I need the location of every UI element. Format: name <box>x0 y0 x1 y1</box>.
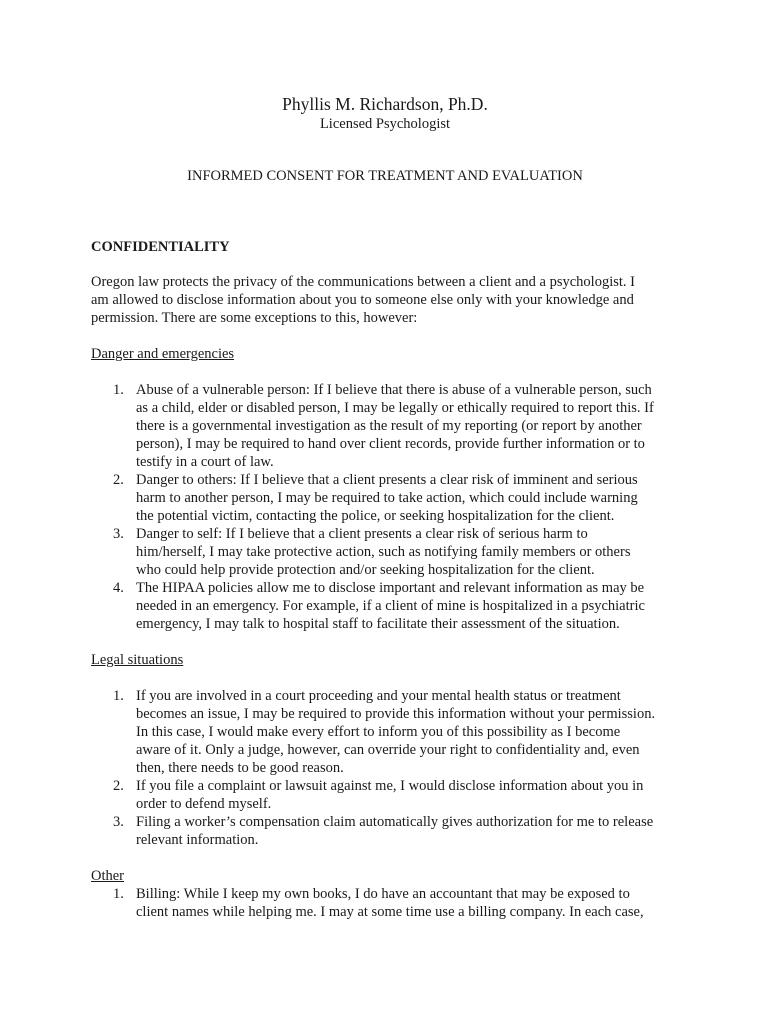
subheading-legal-situations: Legal situations <box>91 652 184 668</box>
list-number: 1. <box>113 688 124 704</box>
list-number: 3. <box>113 814 124 830</box>
text-line: testify in a court of law. <box>136 454 274 470</box>
legal-list <box>91 687 691 849</box>
section-heading-confidentiality: CONFIDENTIALITY <box>91 239 230 255</box>
subheading-other: Other <box>91 868 125 884</box>
list-number: 1. <box>113 886 124 902</box>
text-line: Filing a worker’s compensation claim automatically gives authorization for me to release <box>136 814 654 830</box>
list-item <box>113 525 691 579</box>
text-line: If you file a complaint or lawsuit against me, I would disclose information about you in <box>136 778 644 794</box>
text-line: who could help provide protection and/or seeking hospitalization for the client. <box>136 562 595 578</box>
text-line: Billing: While I keep my own books, I do have an accountant that may be exposed to <box>136 886 630 902</box>
other-list <box>91 885 691 921</box>
text-line: aware of it. Only a judge, however, can override your right to confidentiality and, even <box>136 742 640 758</box>
text-line: order to defend myself. <box>136 796 272 812</box>
text-line: him/herself, I may take protective action, such as notifying family members or others <box>136 544 631 560</box>
author-title: Licensed Psychologist <box>319 116 451 132</box>
list-number: 4. <box>113 580 124 596</box>
text-line: then, there needs to be good reason. <box>136 760 344 776</box>
list-number: 3. <box>113 526 124 542</box>
text-line: am allowed to disclose information about you to someone else only with your knowledge and <box>91 292 634 308</box>
text-line: Danger to self: If I believe that a client presents a clear risk of serious harm to <box>136 526 588 542</box>
list-item <box>113 471 691 525</box>
list-item <box>113 687 691 777</box>
text-line: emergency, I may talk to hospital staff to facilitate their assessment of the situation. <box>136 616 620 632</box>
list-item <box>113 579 691 633</box>
list-item <box>113 381 691 471</box>
text-line: Danger to others: If I believe that a client presents a clear risk of imminent and serious <box>136 472 638 488</box>
text-line: In this case, I would make every effort to inform you of this possibility as I become <box>136 724 621 740</box>
text-line: the potential victim, contacting the police, or seeking hospitalization for the client. <box>136 508 615 524</box>
list-number: 1. <box>113 382 124 398</box>
document-body <box>91 238 691 921</box>
list-number: 2. <box>113 778 124 794</box>
confidentiality-intro <box>91 273 691 327</box>
text-line: Oregon law protects the privacy of the communications between a client and a psychologist. I <box>91 274 635 290</box>
text-line: Abuse of a vulnerable person: If I believe that there is abuse of a vulnerable person, such <box>136 382 652 398</box>
list-number: 2. <box>113 472 124 488</box>
text-line: If you are involved in a court proceeding and your mental health status or treatment <box>136 688 621 704</box>
text-line: needed in an emergency. For example, if a client of mine is hospitalized in a psychiatric <box>136 598 645 614</box>
text-line: relevant information. <box>136 832 259 848</box>
subheading-danger-emergencies: Danger and emergencies <box>91 346 235 362</box>
author-name: Phyllis M. Richardson, Ph.D. <box>282 94 488 114</box>
document-title: INFORMED CONSENT FOR TREATMENT AND EVALUATION <box>187 168 583 184</box>
text-line: harm to another person, I may be required to take action, which could include warning <box>136 490 638 506</box>
text-line: permission. There are some exceptions to this, however: <box>91 310 418 326</box>
text-line: person), I may be required to hand over client records, provide further information or to <box>136 436 645 452</box>
list-item <box>113 813 691 849</box>
danger-list <box>91 381 691 633</box>
list-item <box>113 885 691 921</box>
text-line: as a child, elder or disabled person, I may be legally or ethically required to report this. If <box>136 400 654 416</box>
text-line: becomes an issue, I may be required to provide this information without your permission. <box>136 706 656 722</box>
text-line: there is a governmental investigation as the result of my reporting (or report by another <box>136 418 642 434</box>
list-item <box>113 777 691 813</box>
text-line: The HIPAA policies allow me to disclose important and relevant information as may be <box>136 580 645 596</box>
text-line: client names while helping me. I may at some time use a billing company. In each case, <box>136 904 644 920</box>
